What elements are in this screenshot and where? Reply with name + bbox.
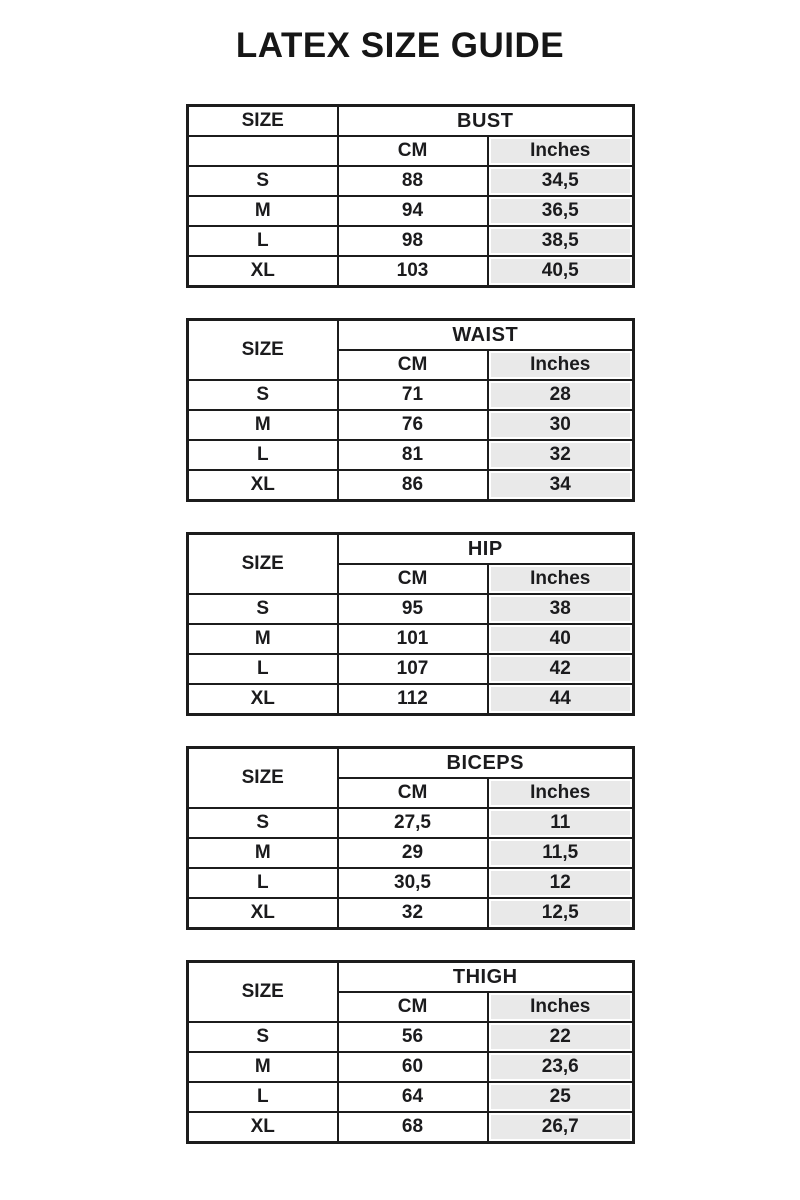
size-cell: S [188,808,338,838]
size-cell: M [188,624,338,654]
cm-value: 27,5 [338,808,488,838]
table-row [188,470,634,501]
cm-value: 94 [338,196,488,226]
inches-value: 34,5 [488,166,634,196]
size-cell: M [188,196,338,226]
cm-value: 98 [338,226,488,256]
cm-column-header: CM [338,992,488,1022]
table-row [188,1022,634,1052]
cm-value: 64 [338,1082,488,1112]
cm-value: 86 [338,470,488,501]
inches-value: 12 [488,868,634,898]
cm-value: 107 [338,654,488,684]
size-table-biceps [186,746,635,930]
table-row [188,684,634,715]
inches-value: 22 [488,1022,634,1052]
inches-value: 40 [488,624,634,654]
table-header-row [188,962,634,993]
cm-value: 95 [338,594,488,624]
cm-value: 103 [338,256,488,287]
cm-value: 101 [338,624,488,654]
cm-value: 29 [338,838,488,868]
size-cell: S [188,380,338,410]
inches-column-header: Inches [488,564,634,594]
cm-value: 71 [338,380,488,410]
size-table-thigh [186,960,635,1144]
measurement-title: WAIST [338,320,634,351]
size-table-waist [186,318,635,502]
cm-column-header: CM [338,564,488,594]
inches-column-header: Inches [488,136,634,166]
inches-value: 30 [488,410,634,440]
inches-column-header: Inches [488,992,634,1022]
size-cell: M [188,410,338,440]
size-cell: M [188,1052,338,1082]
size-table-hip [186,532,635,716]
inches-value: 44 [488,684,634,715]
inches-value: 40,5 [488,256,634,287]
cm-column-header: CM [338,350,488,380]
inches-value: 11 [488,808,634,838]
table-row [188,624,634,654]
size-cell: L [188,440,338,470]
inches-value: 28 [488,380,634,410]
cm-column-header: CM [338,778,488,808]
inches-value: 34 [488,470,634,501]
cm-column-header: CM [338,136,488,166]
table-header-row [188,534,634,565]
cm-value: 88 [338,166,488,196]
cm-value: 81 [338,440,488,470]
inches-column-header: Inches [488,350,634,380]
table-header-row [188,320,634,351]
cm-value: 68 [338,1112,488,1143]
size-cell: S [188,594,338,624]
table-row [188,410,634,440]
measurement-title: BICEPS [338,748,634,779]
inches-value: 38,5 [488,226,634,256]
size-cell: S [188,166,338,196]
inches-value: 38 [488,594,634,624]
cm-value: 60 [338,1052,488,1082]
size-column-header: SIZE [188,962,338,1023]
size-cell: L [188,868,338,898]
size-cell: XL [188,256,338,287]
measurement-title: THIGH [338,962,634,993]
table-row [188,654,634,684]
cm-value: 30,5 [338,868,488,898]
cm-value: 56 [338,1022,488,1052]
size-cell: L [188,226,338,256]
inches-value: 12,5 [488,898,634,929]
size-column-header: SIZE [188,106,338,137]
measurement-title: HIP [338,534,634,565]
table-row [188,166,634,196]
size-table-bust [186,104,635,288]
size-column-header: SIZE [188,320,338,381]
table-row [188,1112,634,1143]
table-row [188,196,634,226]
size-cell: XL [188,470,338,501]
table-row [188,1052,634,1082]
size-cell: L [188,1082,338,1112]
table-row [188,380,634,410]
measurement-title: BUST [338,106,634,137]
inches-value: 42 [488,654,634,684]
inches-value: 26,7 [488,1112,634,1143]
cm-value: 76 [338,410,488,440]
size-cell: M [188,838,338,868]
inches-value: 25 [488,1082,634,1112]
table-row [188,440,634,470]
inches-value: 11,5 [488,838,634,868]
size-cell: XL [188,1112,338,1143]
inches-column-header: Inches [488,778,634,808]
size-cell: XL [188,684,338,715]
size-cell: L [188,654,338,684]
size-cell: S [188,1022,338,1052]
table-row [188,226,634,256]
table-row [188,256,634,287]
table-row [188,594,634,624]
cm-value: 32 [338,898,488,929]
inches-value: 36,5 [488,196,634,226]
table-row [188,898,634,929]
page-title: LATEX SIZE GUIDE [235,26,565,65]
table-row [188,808,634,838]
table-header-row [188,106,634,137]
table-row [188,1082,634,1112]
size-column-header: SIZE [188,534,338,595]
inches-value: 23,6 [488,1052,634,1082]
table-header-row [188,748,634,779]
size-column-header: SIZE [188,748,338,809]
table-row [188,868,634,898]
inches-value: 32 [488,440,634,470]
cm-value: 112 [338,684,488,715]
empty-cell [188,136,338,166]
table-row [188,838,634,868]
units-header-row [188,136,634,166]
size-cell: XL [188,898,338,929]
